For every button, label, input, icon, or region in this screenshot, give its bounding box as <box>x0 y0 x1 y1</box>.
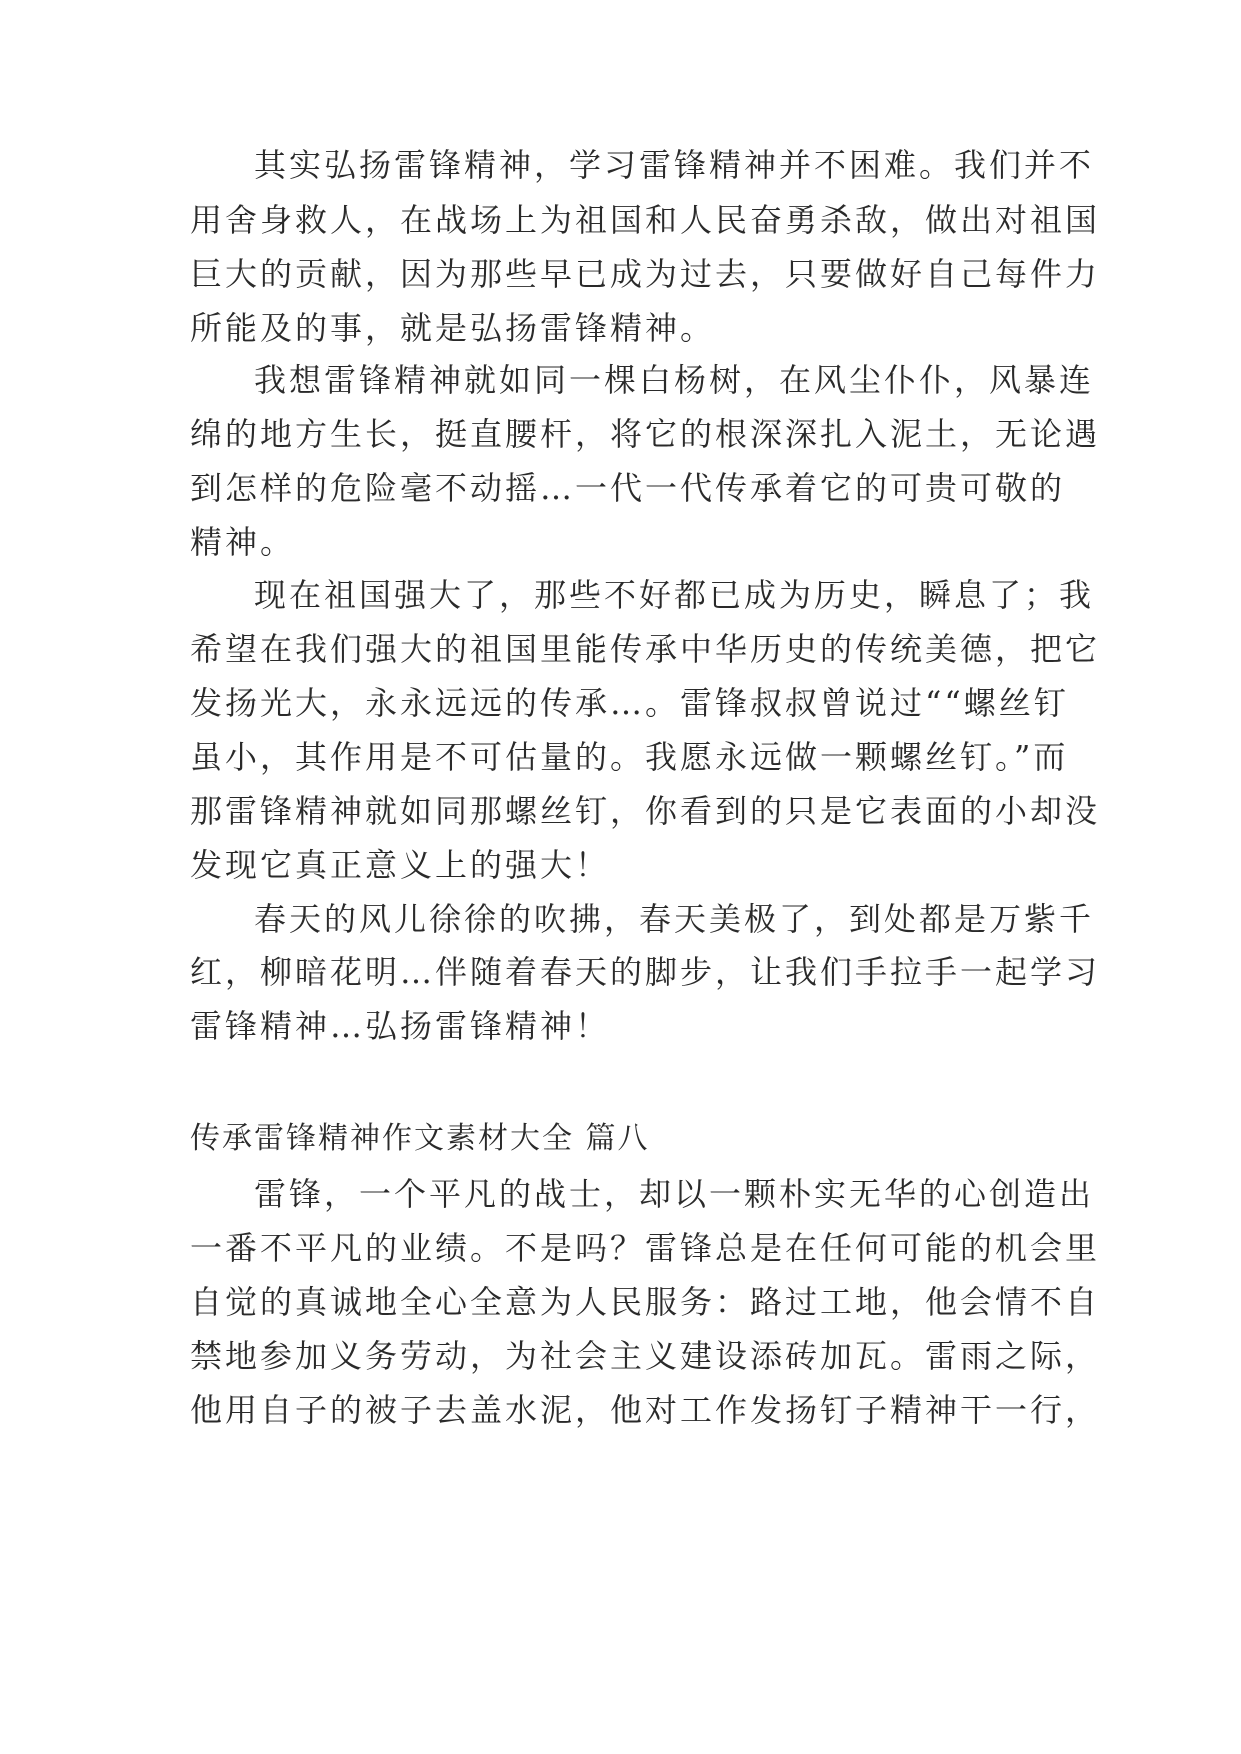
paragraph-3-line-1: 现在祖国强大了，那些不好都已成为历史，瞬息了；我 <box>254 576 1095 614</box>
paragraph-4-line-3: 雷锋精神…弘扬雷锋精神！ <box>190 1007 611 1045</box>
paragraph-1-line-3: 巨大的贡献，因为那些早已成为过去，只要做好自己每件力 <box>190 255 1101 293</box>
paragraph-3-line-3: 发扬光大，永永远远的传承…。雷锋叔叔曾说过““螺丝钉 <box>190 684 1069 722</box>
paragraph-2-line-3: 到怎样的危险毫不动摇…一代一代传承着它的可贵可敬的 <box>190 469 1066 507</box>
paragraph-4-line-2: 红，柳暗花明…伴随着春天的脚步，让我们手拉手一起学习 <box>190 953 1101 991</box>
section-paragraph-line-5: 他用自子的被子去盖水泥，他对工作发扬钉子精神干一行， <box>190 1391 1101 1429</box>
paragraph-3-line-5: 那雷锋精神就如同那螺丝钉，你看到的只是它表面的小却没 <box>190 792 1101 830</box>
paragraph-4-line-1: 春天的风儿徐徐的吹拂，春天美极了，到处都是万紫千 <box>254 900 1095 938</box>
section-paragraph-line-4: 禁地参加义务劳动，为社会主义建设添砖加瓦。雷雨之际， <box>190 1337 1101 1375</box>
paragraph-3-line-4: 虽小，其作用是不可估量的。我愿永远做一颗螺丝钉。”而 <box>190 738 1069 776</box>
section-heading: 传承雷锋精神作文素材大全 篇八 <box>190 1121 650 1156</box>
section-paragraph-line-2: 一番不平凡的业绩。不是吗？雷锋总是在任何可能的机会里 <box>190 1229 1101 1267</box>
paragraph-2-line-1: 我想雷锋精神就如同一棵白杨树，在风尘仆仆，风暴连 <box>254 361 1095 399</box>
paragraph-2-line-4: 精神。 <box>190 523 296 561</box>
section-paragraph-line-3: 自觉的真诚地全心全意为人民服务：路过工地，他会情不自 <box>190 1283 1101 1321</box>
paragraph-3-line-2: 希望在我们强大的祖国里能传承中华历史的传统美德，把它 <box>190 630 1101 668</box>
paragraph-3-line-6: 发现它真正意义上的强大！ <box>190 846 611 884</box>
section-paragraph-line-1: 雷锋，一个平凡的战士，却以一颗朴实无华的心创造出 <box>254 1175 1095 1213</box>
paragraph-1-line-2: 用舍身救人，在战场上为祖国和人民奋勇杀敌，做出对祖国 <box>190 201 1101 239</box>
paragraph-1-line-1: 其实弘扬雷锋精神，学习雷锋精神并不困难。我们并不 <box>254 146 1095 184</box>
paragraph-1-line-4: 所能及的事，就是弘扬雷锋精神。 <box>190 309 716 347</box>
paragraph-2-line-2: 绵的地方生长，挺直腰杆，将它的根深深扎入泥土，无论遇 <box>190 415 1101 453</box>
